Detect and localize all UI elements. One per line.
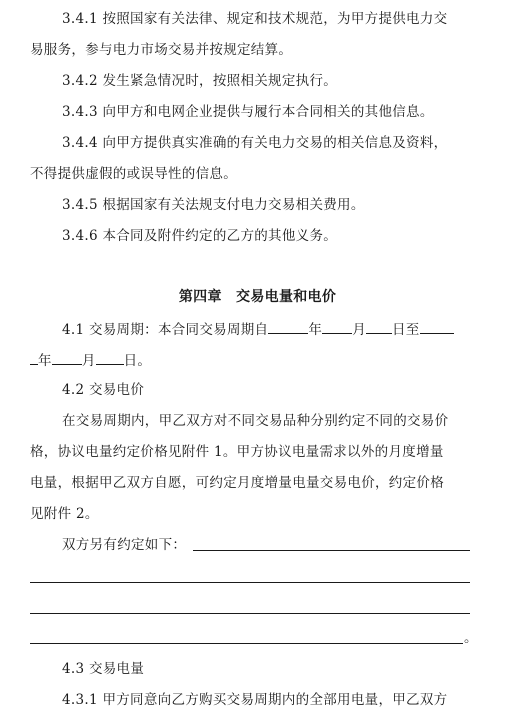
clause-3-4-2: 3.4.2 发生紧急情况时，按照相关规定执行。 [62,73,338,89]
end-month-blank[interactable] [52,349,82,365]
year-label: 年 [308,322,323,338]
clause-4-2-title: 4.2 交易电价 [62,382,145,398]
clause-3-4-1-line-1: 3.4.1 按照国家有关法律、规定和技术规范，为甲方提供电力交 [62,11,448,27]
end-year-blank-part-1[interactable] [420,318,454,334]
other-agreement-blank-line-4[interactable] [30,643,463,644]
clause-3-4-4-line-2: 不得提供虚假的或误导性的信息。 [30,166,237,182]
clause-4-1-line-2 [30,349,151,371]
other-agreement-blank-line-3[interactable] [30,613,470,614]
end-day-blank[interactable] [96,349,124,365]
day-end-label: 日。 [123,353,152,369]
clause-3-4-3: 3.4.3 向甲方和电网企业提供与履行本合同相关的其他信息。 [62,104,434,120]
end-year-blank-part-2[interactable] [30,349,38,365]
day-to-label: 日至 [392,322,420,338]
chapter-title: 第四章 交易电量和电价 [178,289,337,305]
month-label: 月 [352,322,366,338]
clause-4-1-line-1 [62,318,454,340]
clause-3-4-5: 3.4.5 根据国家有关法规支付电力交易相关费用。 [62,197,365,213]
clause-4-3-title: 4.3 交易电量 [62,661,145,677]
other-agreement-label: 双方另有约定如下： [62,537,187,553]
clause-3-4-1-line-2: 易服务，参与电力市场交易并按规定结算。 [30,42,293,58]
end-year-label: 年 [38,353,52,369]
clause-4-1-prefix: 4.1 交易周期：本合同交易周期自 [62,322,269,338]
clause-4-2-line-2: 格，协议电量约定价格见附件 1。甲方协议电量需求以外的月度增量 [30,444,444,460]
clause-4-2-line-4: 见附件 2。 [30,506,99,522]
start-day-blank[interactable] [366,318,392,334]
other-agreement-blank-line-1[interactable] [193,550,470,551]
clause-4-2-line-1: 在交易周期内，甲乙双方对不同交易品种分别约定不同的交易价 [62,413,449,429]
clause-4-3-1: 4.3.1 甲方同意向乙方购买交易周期内的全部用电量，甲乙双方 [62,692,448,708]
clause-3-4-4-line-1: 3.4.4 向甲方提供真实准确的有关电力交易的相关信息及资料， [62,135,448,151]
clause-3-4-6: 3.4.6 本合同及附件约定的乙方的其他义务。 [62,228,338,244]
closing-period: 。 [464,630,478,646]
end-month-label: 月 [81,353,96,369]
start-year-blank[interactable] [268,318,308,334]
clause-4-2-line-3: 电量，根据甲乙双方自愿，可约定月度增量电量交易电价，约定价格 [30,475,444,491]
other-agreement-blank-line-2[interactable] [30,582,470,583]
start-month-blank[interactable] [322,318,352,334]
